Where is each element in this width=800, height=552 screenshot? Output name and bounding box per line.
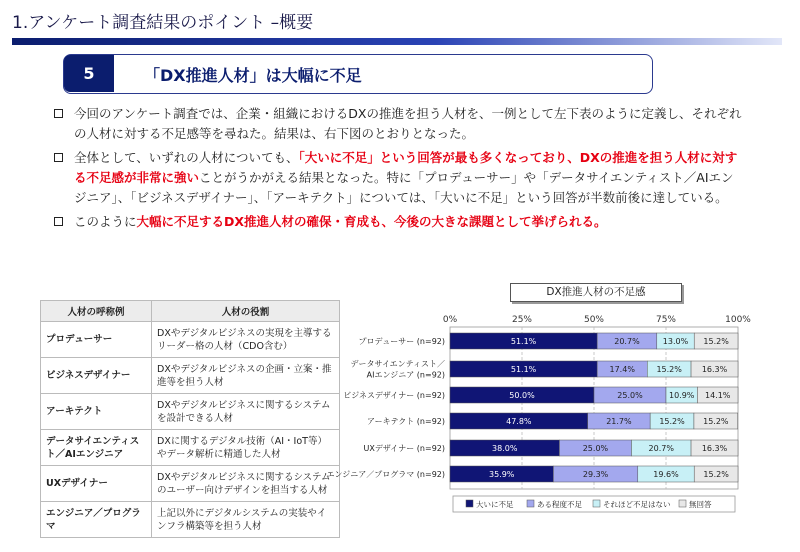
bullet-text: このように (74, 214, 137, 229)
x-tick-label: 25% (511, 315, 533, 325)
page-title: 1.アンケート調査結果のポイント –概要 (12, 13, 314, 33)
data-label: 15.2% (703, 417, 729, 426)
role-description-cell: DXやデジタルビジネスの実現を主導するリーダー格の人材（CDO含む） (152, 322, 340, 358)
data-label: 29.3% (582, 470, 609, 479)
category-label: データサイエンティスト／ (350, 359, 445, 369)
data-label: 47.8% (506, 417, 532, 426)
key-point-heading: 「DX推進人材」は大幅に不足 (144, 66, 362, 85)
data-label: 21.7% (606, 417, 632, 426)
bullet-text: 全体として、いずれの人材についても、 (74, 150, 299, 165)
role-description-cell: DXやデジタルビジネスの企画・立案・推進等を担う人材 (152, 358, 340, 394)
data-label: 14.1% (704, 391, 731, 400)
category-label: ビジネスデザイナー (n=92) (343, 391, 445, 400)
data-label: 50.0% (509, 391, 535, 400)
legend-label: ある程度不足 (537, 500, 582, 509)
x-tick-label: 0% (442, 315, 458, 325)
x-tick-label: 50% (583, 315, 605, 325)
data-label: 16.3% (701, 444, 728, 453)
legend-label: 大いに不足 (476, 500, 514, 509)
data-label: 25.0% (617, 391, 643, 400)
data-label: 25.0% (582, 444, 609, 453)
category-label: プロデューサー (n=92) (358, 337, 445, 346)
data-label: 15.2% (659, 417, 685, 426)
role-name-cell: エンジニア／プログラマ (41, 502, 152, 538)
role-description-cell: DXやデジタルビジネスに関するシステムのユーザー向けデザインを担当する人材 (152, 466, 340, 502)
legend-swatch (466, 500, 473, 507)
bullet-text: ことがうかがえる結果となった。特に「プロデューサー」や「データサイエンティスト／AIエンジニア」、「ビジネスデザイナー」、「アーキテクト」については、「大いに不足」という回答が半数前後に達している。 (74, 170, 734, 205)
role-name-cell: アーキテクト (41, 394, 152, 430)
data-label: 19.6% (653, 470, 679, 479)
data-label: 20.7% (614, 337, 640, 346)
column-header-name: 人材の呼称例 (41, 301, 152, 322)
data-label: 17.4% (609, 365, 635, 374)
legend-swatch (679, 500, 686, 507)
legend-label: 無回答 (689, 500, 712, 509)
data-label: 16.3% (701, 365, 728, 374)
point-number-badge: 5 (64, 55, 114, 92)
data-label: 51.1% (510, 365, 537, 374)
role-name-cell: ビジネスデザイナー (41, 358, 152, 394)
legend-swatch (527, 500, 534, 507)
data-label: 38.0% (492, 444, 518, 453)
category-label: AIエンジニア (n=92) (366, 370, 445, 380)
data-label: 13.0% (662, 337, 689, 346)
legend-label: それほど不足はない (603, 500, 671, 509)
data-label: 51.1% (510, 337, 537, 346)
category-label: エンジニア／プログラマ (n=92) (326, 470, 445, 479)
data-label: 15.2% (703, 470, 729, 479)
data-label: 10.9% (668, 391, 695, 400)
highlight-text: 「大いに不足」という回答が最も多くなっており、DXの推進を担う人材に対する不足感が非常に強い (74, 150, 738, 185)
role-name-cell: データサイエンティスト／AIエンジニア (41, 430, 152, 466)
column-header-role: 人材の役割 (152, 301, 340, 322)
role-description-cell: 上記以外にデジタルシステムの実装やインフラ構築等を担う人材 (152, 502, 340, 538)
bullet-text: 今回のアンケート調査では、企業・組織におけるDXの推進を担う人材を、一例として左下表のように定義し、それぞれの人材に対する不足感等を尋ねた。結果は、右下図のとおりとなった。 (74, 106, 742, 141)
data-label: 20.7% (648, 444, 674, 453)
role-name-cell: プロデューサー (41, 322, 152, 358)
legend-swatch (593, 500, 600, 507)
role-description-cell: DXやデジタルビジネスに関するシステムを設計できる人材 (152, 394, 340, 430)
chart-title: DX推進人材の不足感 (510, 283, 682, 302)
x-tick-label: 75% (655, 315, 677, 325)
x-tick-label: 100% (725, 315, 751, 325)
data-label: 35.9% (488, 470, 515, 479)
data-label: 15.2% (656, 365, 682, 374)
category-label: アーキテクト (n=92) (366, 417, 445, 426)
category-label: UXデザイナー (n=92) (363, 444, 445, 453)
data-label: 15.2% (703, 337, 729, 346)
role-name-cell: UXデザイナー (41, 466, 152, 502)
highlight-text: 大幅に不足するDX推進人材の確保・育成も、今後の大きな課題として挙げられる。 (136, 214, 607, 229)
role-description-cell: DXに関するデジタル技術（AI・IoT等）やデータ解析に精通した人材 (152, 430, 340, 466)
